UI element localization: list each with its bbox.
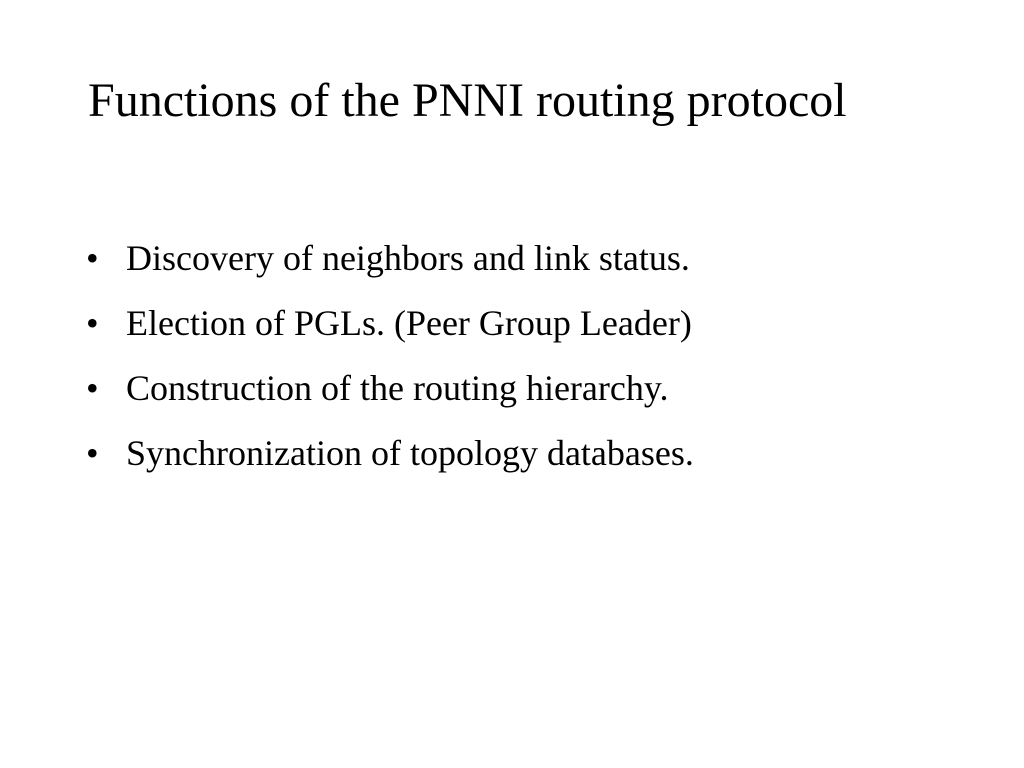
bullet-icon: • <box>86 238 99 278</box>
bullet-text: Discovery of neighbors and link status. <box>126 238 690 278</box>
bullet-icon: • <box>86 433 99 473</box>
slide-title: Functions of the PNNI routing protocol <box>88 74 847 127</box>
bullet-icon: • <box>86 368 99 408</box>
bullet-text: Election of PGLs. (Peer Group Leader) <box>126 303 692 343</box>
bullet-text: Construction of the routing hierarchy. <box>126 368 669 408</box>
bullet-text: Synchronization of topology databases. <box>126 433 694 473</box>
bullet-icon: • <box>86 303 99 343</box>
